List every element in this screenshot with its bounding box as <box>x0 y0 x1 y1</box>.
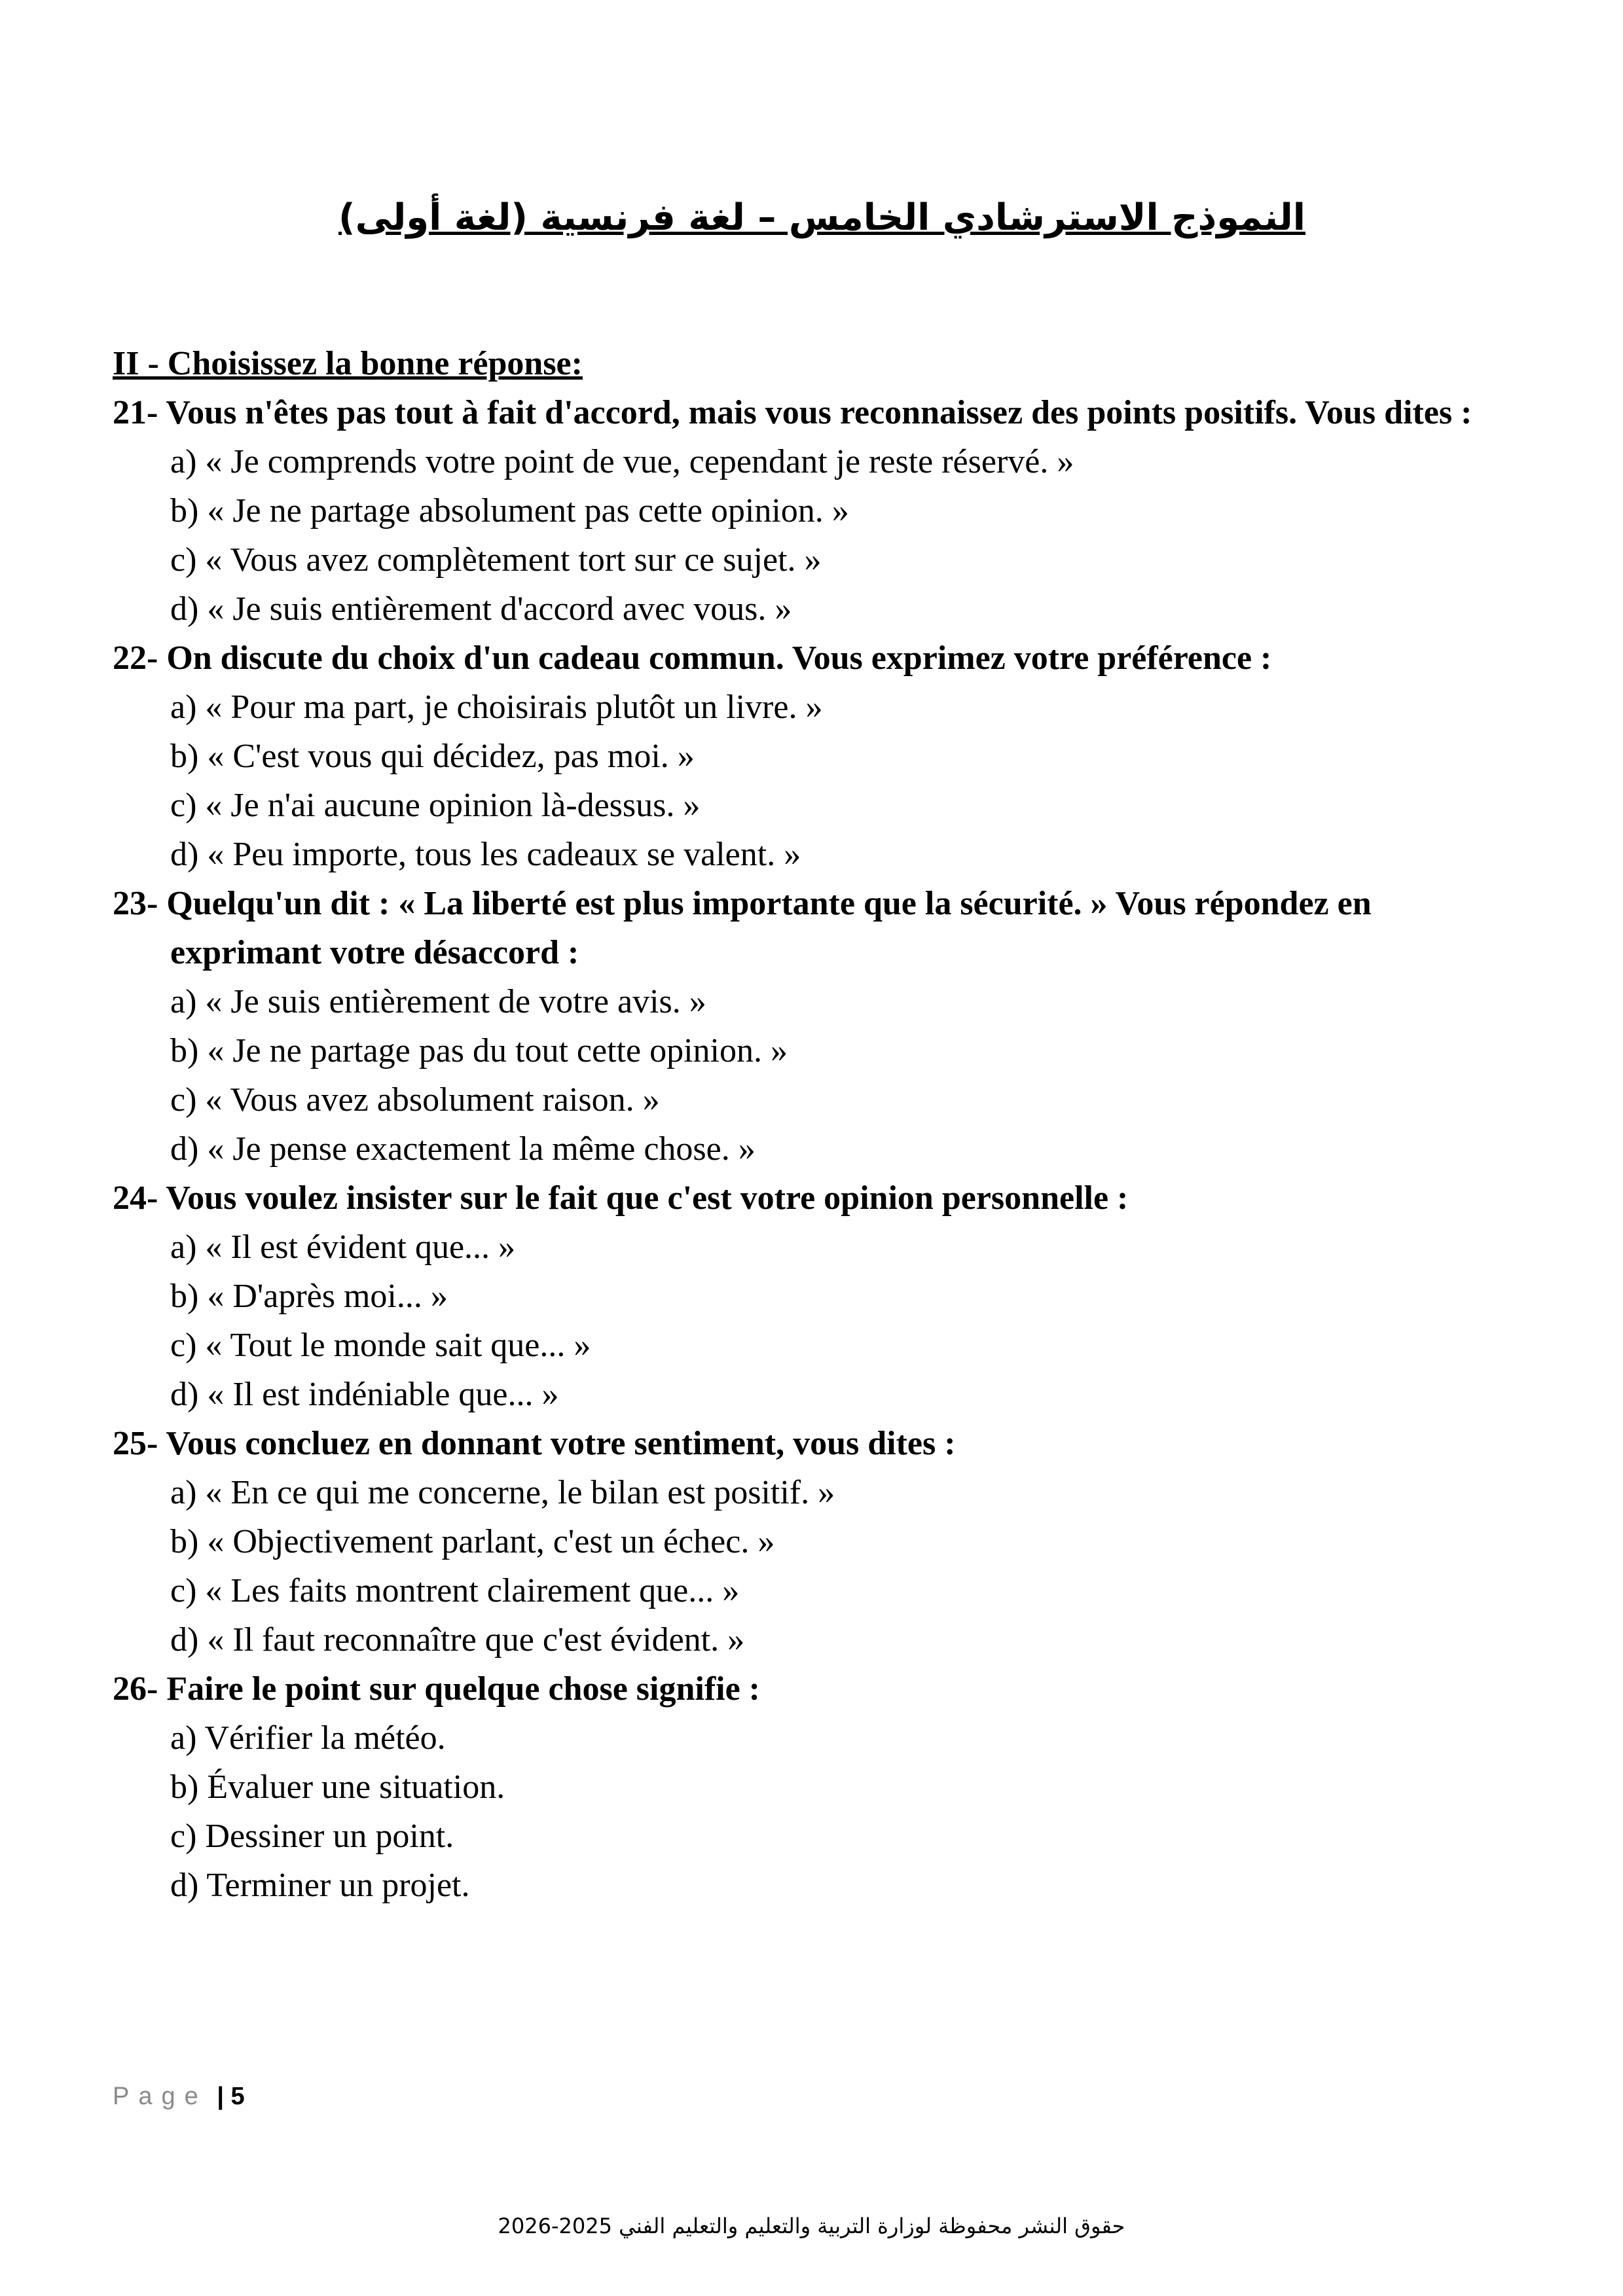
answer-option: c) « Je n'ai aucune opinion là-dessus. » <box>170 787 701 824</box>
exam-content <box>113 339 1520 1910</box>
page-separator: | <box>217 2083 224 2110</box>
answer-option: a) « En ce qui me concerne, le bilan est positif. » <box>170 1474 835 1511</box>
answer-option: b) « D'après moi... » <box>170 1278 448 1315</box>
copyright-footer: حقوق النشر محفوظة لوزارة التربية والتعليم والتعليم الفني 2025-2026 <box>498 2214 1125 2238</box>
answer-option: d) « Il faut reconnaître que c'est évident. » <box>170 1621 745 1659</box>
question-23 <box>113 879 1520 1174</box>
answer-option: b) Évaluer une situation. <box>170 1768 505 1806</box>
page-label: Page <box>113 2083 208 2110</box>
answer-option: b) « C'est vous qui décidez, pas moi. » <box>170 738 695 775</box>
page-number <box>113 2083 245 2111</box>
answer-option: b) « Je ne partage absolument pas cette opinion. » <box>170 492 849 529</box>
answer-option: c) Dessiner un point. <box>170 1818 454 1855</box>
question-stem: 23- Quelqu'un dit : « La liberté est plus importante que la sécurité. » Vous répondez en exprimant votre désaccord : <box>113 885 1372 971</box>
answer-option: c) « Vous avez absolument raison. » <box>170 1081 660 1119</box>
question-stem: 22- On discute du choix d'un cadeau commun. Vous exprimez votre préférence : <box>113 639 1272 677</box>
answer-option: a) Vérifier la météo. <box>170 1719 446 1757</box>
answer-option: d) « Peu importe, tous les cadeaux se valent. » <box>170 836 801 873</box>
answer-option: c) « Tout le monde sait que... » <box>170 1327 591 1364</box>
question-stem: 24- Vous voulez insister sur le fait que c'est votre opinion personnelle : <box>113 1179 1129 1217</box>
question-26 <box>113 1664 1520 1910</box>
answer-option: a) « Je comprends votre point de vue, cependant je reste réservé. » <box>170 443 1074 480</box>
answer-option: a) « Pour ma part, je choisirais plutôt un livre. » <box>170 689 823 726</box>
answer-option: b) « Objectivement parlant, c'est un échec. » <box>170 1523 775 1560</box>
answer-option: d) « Il est indéniable que... » <box>170 1376 559 1413</box>
answer-option: c) « Les faits montrent clairement que... » <box>170 1572 740 1609</box>
answer-option: a) « Je suis entièrement de votre avis. » <box>170 983 706 1020</box>
question-24 <box>113 1174 1520 1419</box>
question-stem: 25- Vous concluez en donnant votre sentiment, vous dites : <box>113 1425 956 1462</box>
section-title: II - Choisissez la bonne réponse: <box>113 345 583 382</box>
question-22 <box>113 634 1520 879</box>
document-title: النموذج الاسترشادي الخامس – لغة فرنسية (لغة أولى) <box>338 196 1305 239</box>
question-21 <box>113 388 1520 634</box>
answer-option: d) « Je suis entièrement d'accord avec vous. » <box>170 590 792 628</box>
answer-option: d) Terminer un projet. <box>170 1867 470 1904</box>
answer-option: a) « Il est évident que... » <box>170 1229 516 1266</box>
answer-option: b) « Je ne partage pas du tout cette opinion. » <box>170 1032 788 1069</box>
page-number-value: 5 <box>230 2083 245 2110</box>
question-stem: 26- Faire le point sur quelque chose signifie : <box>113 1670 760 1708</box>
question-25 <box>113 1419 1520 1664</box>
answer-option: d) « Je pense exactement la même chose. » <box>170 1130 756 1168</box>
question-stem: 21- Vous n'êtes pas tout à fait d'accord, mais vous reconnaissez des points positifs. Vous dites : <box>113 394 1472 431</box>
answer-option: c) « Vous avez complètement tort sur ce sujet. » <box>170 541 822 579</box>
